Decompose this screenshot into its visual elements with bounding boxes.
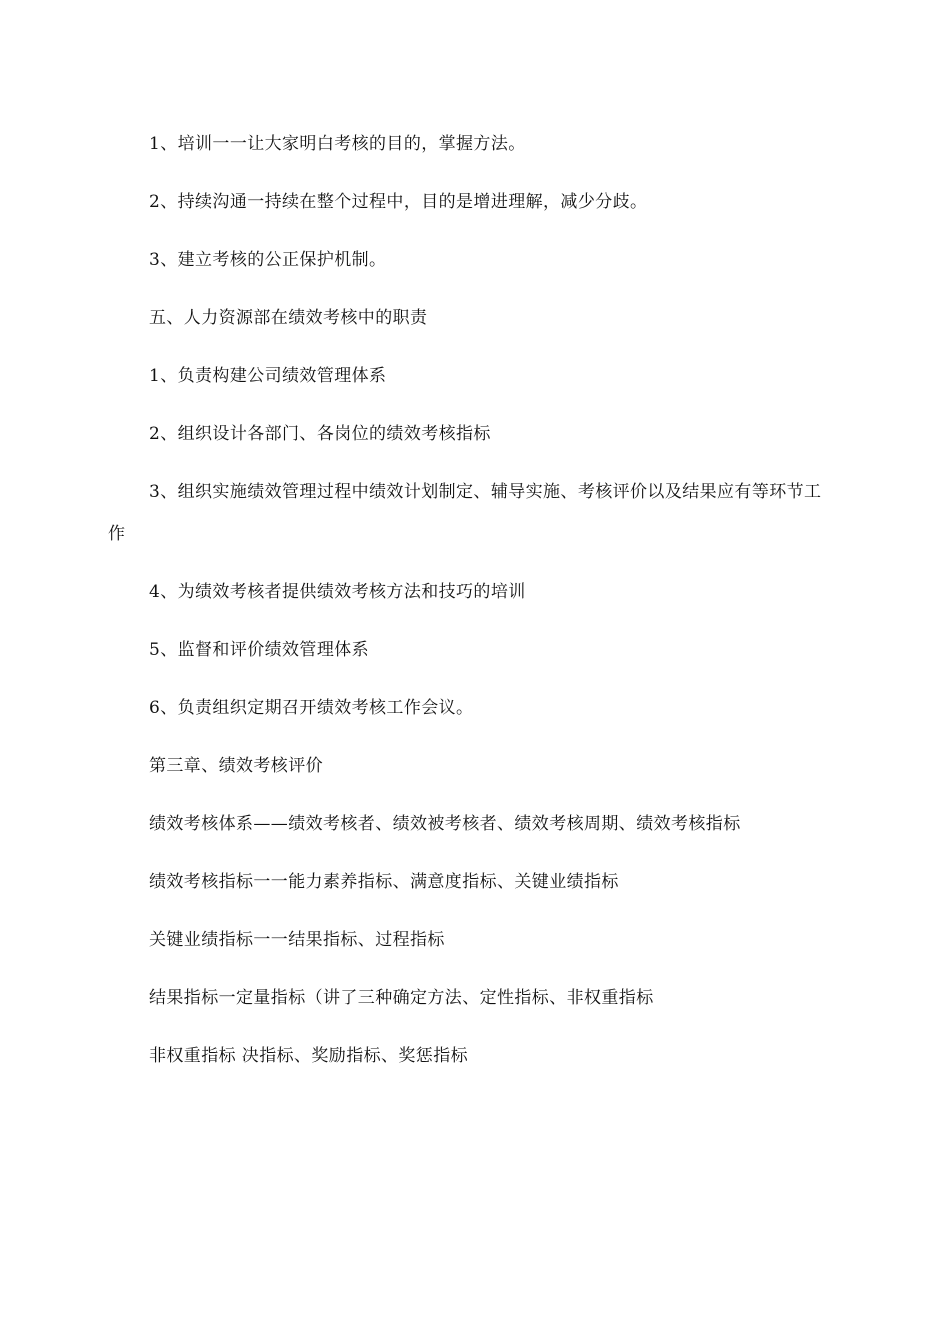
paragraph-duty-1: 1、负责构建公司绩效管理体系 [149,366,387,386]
paragraph-duty-6: 6、负责组织定期召开绩效考核工作会议。 [149,698,474,718]
document-body [108,128,836,1098]
paragraph-duty-3: 3、组织实施绩效管理过程中绩效计划制定、辅导实施、考核评价以及结果应有等环节工作 [108,482,822,544]
paragraph-training: 1、培训一一让大家明白考核的目的，掌握方法。 [149,134,526,154]
paragraph-result-indicators: 结果指标一定量指标（讲了三种确定方法、定性指标、非权重指标 [149,988,654,1008]
paragraph-duty-4: 4、为绩效考核者提供绩效考核方法和技巧的培训 [149,582,526,602]
paragraph-key-indicators: 关键业绩指标一一结果指标、过程指标 [149,930,445,950]
chapter-heading-evaluation: 第三章、绩效考核评价 [149,756,323,776]
paragraph-duty-2: 2、组织设计各部门、各岗位的绩效考核指标 [149,424,491,444]
paragraph-duty-5: 5、监督和评价绩效管理体系 [149,640,370,660]
paragraph-evaluation-system: 绩效考核体系——绩效考核者、绩效被考核者、绩效考核周期、绩效考核指标 [149,814,741,834]
paragraph-evaluation-indicators: 绩效考核指标一一能力素养指标、满意度指标、关键业绩指标 [149,872,619,892]
paragraph-non-weighted-indicators: 非权重指标 决指标、奖励指标、奖惩指标 [149,1046,469,1066]
paragraph-protection: 3、建立考核的公正保护机制。 [149,250,387,270]
section-heading-hr-duties: 五、人力资源部在绩效考核中的职责 [149,308,428,328]
paragraph-communication: 2、持续沟通一持续在整个过程中，目的是增进理解，减少分歧。 [149,192,648,212]
